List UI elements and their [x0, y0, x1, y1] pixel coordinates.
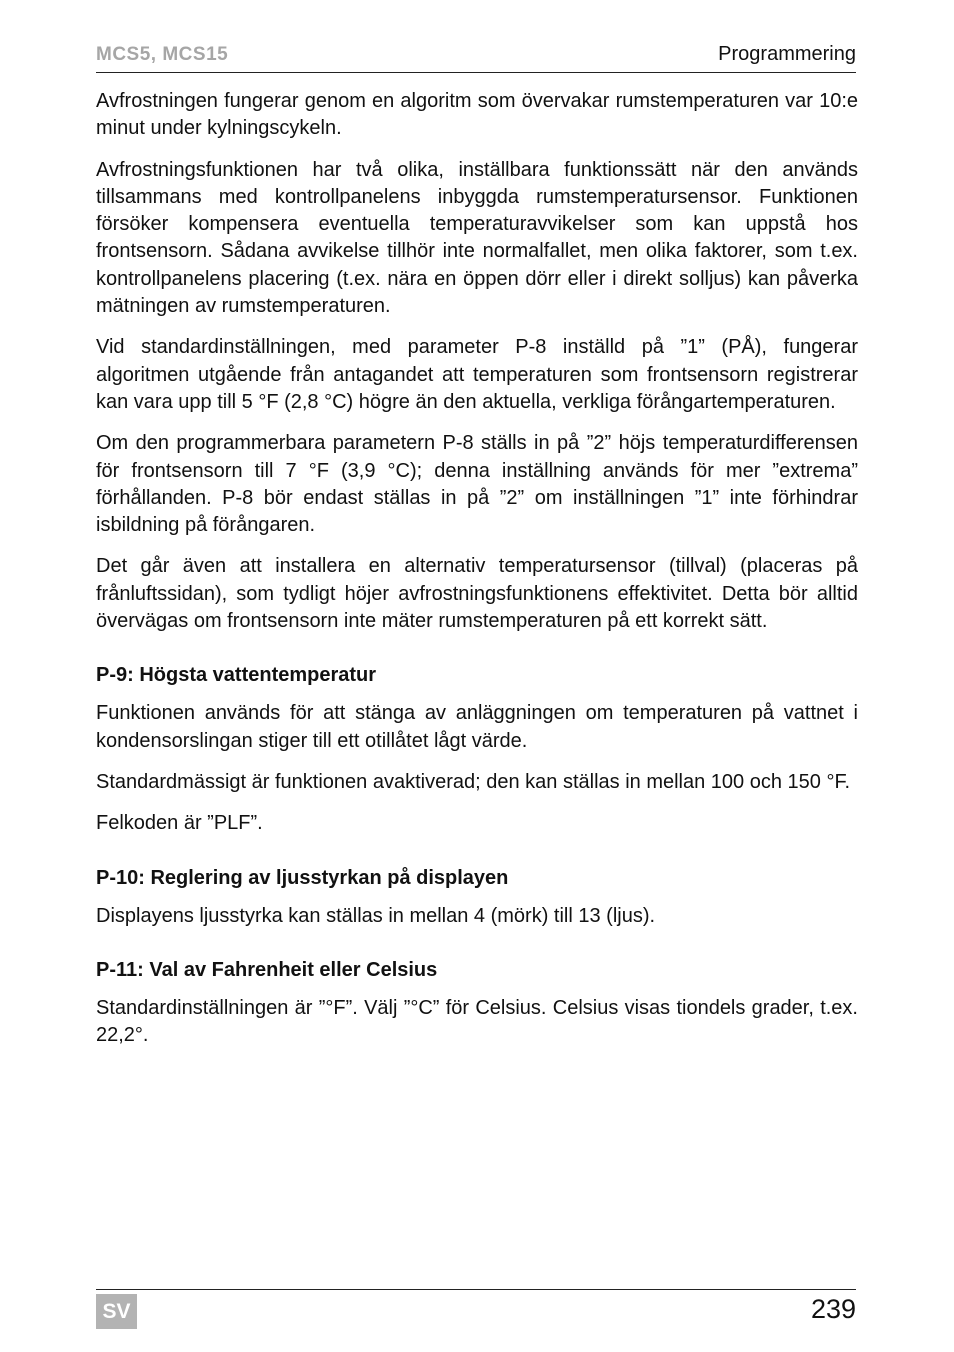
language-badge: SV — [96, 1294, 137, 1329]
paragraph: Det går även att installera en alternativ temperatursensor (tillval) (placeras på frånluftssidan), som tydligt höjer avfrostningsfunktionens effektivitet. Detta bör alltid övervägas om frontsensorn inte mäter rumstemperaturen på ett korrekt sätt. — [96, 555, 858, 633]
page-content — [96, 88, 858, 1063]
page-number: 239 — [810, 1294, 856, 1324]
paragraph: Felkoden är ”PLF”. — [96, 812, 263, 835]
paragraph: Avfrostningsfunktionen har två olika, inställbara funktionssätt när den används tillsammans med kontrollpanelens inbyggda rumstemperatursensor. Funktionen försöker kompensera eventuella temperaturavvikelser som kan uppstå hos frontsensorn. Sådana avvikelse tillhör inte normalfallet, men olika faktorer, som t.ex. kontrollpanelens placering (t.ex. nära en öppen dörr eller i direkt solljus) kan påverka mätningen av rumstemperaturen. — [96, 158, 858, 318]
section-heading-p10: P-10: Reglering av ljusstyrkan på displayen — [96, 866, 509, 889]
section-title: Programmering — [718, 43, 856, 65]
page-header — [96, 40, 856, 73]
section-heading-p9: P-9: Högsta vattentemperatur — [96, 664, 377, 687]
paragraph: Avfrostningen fungerar genom en algoritm som övervakar rumstemperaturen var 10:e minut under kylningscykeln. — [96, 90, 858, 140]
paragraph: Standardinställningen är ”°F”. Välj ”°C” för Celsius. Celsius visas tiondels grader, t.ex. 22,2°. — [96, 996, 858, 1047]
section-heading-p11: P-11: Val av Fahrenheit eller Celsius — [96, 958, 438, 981]
page-footer — [96, 1289, 856, 1330]
model-names: MCS5, MCS15 — [96, 44, 229, 65]
paragraph: Standardmässigt är funktionen avaktiverad; den kan ställas in mellan 100 och 150 °F. — [96, 770, 850, 793]
paragraph: Vid standardinställningen, med parameter P-8 inställd på ”1” (PÅ), fungerar algoritmen utgående från antagandet att temperaturen som frontsensorn registrerar kan vara upp till 5 °F (2,8 °C) högre än den aktuella, verkliga förångartemperaturen. — [96, 336, 858, 413]
paragraph: Funktionen används för att stänga av anläggningen om temperaturen på vattnet i kondensorslingan stiger till ett otillåtet lågt värde. — [96, 702, 858, 752]
paragraph: Om den programmerbara parametern P-8 ställs in på ”2” höjs temperaturdifferensen för frontsensorn till 7 °F (3,9 °C); denna inställning används för mer ”extrema” förhållanden. P-8 bör endast ställas in på ”2” om inställningen ”1” inte förhindrar isbildning på förångaren. — [96, 432, 858, 537]
paragraph: Displayens ljusstyrka kan ställas in mellan 4 (mörk) till 13 (ljus). — [96, 904, 656, 927]
